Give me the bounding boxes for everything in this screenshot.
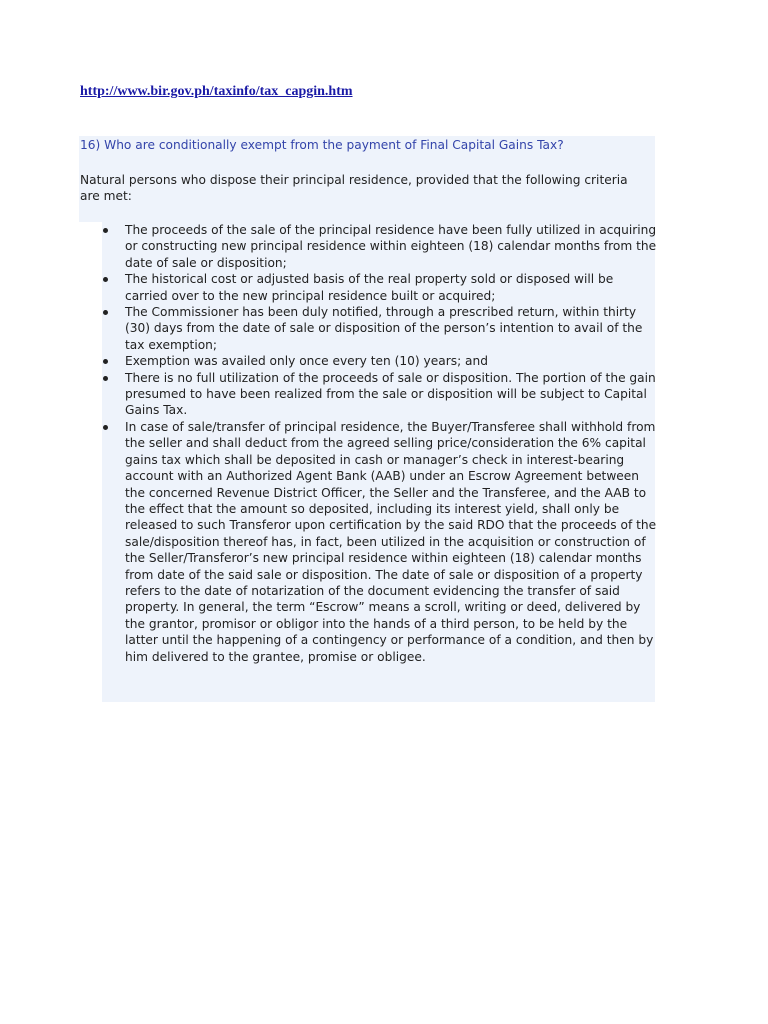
list-item [125, 353, 657, 369]
list-item [125, 222, 657, 271]
list-item-text: There is no full utilization of the proceeds of sale or disposition. The portion of the gain presumed to have been realized from the sale or disposition will be subject to Capital Gains Tax. [125, 370, 656, 418]
bullet-icon [103, 228, 108, 233]
list-item [125, 370, 657, 419]
bullet-icon [103, 425, 108, 430]
intro-paragraph: Natural persons who dispose their principal residence, provided that the following criteria are met: [80, 173, 628, 204]
list-item-text: In case of sale/transfer of principal residence, the Buyer/Transferee shall withhold from the seller and shall deduct from the agreed selling price/consideration the 6% capital gains tax which shall be deposited in cash or manager’s check in interest-bearing account with an Authorized Agent Bank (AAB) under an Escrow Agreement between the concerned Revenue District Officer, the Seller and the Transferee, and the AAB to the effect that the amount so deposited, including its interest yield, shall only be released to such Transferor upon certification by the said RDO that the proceeds of the sale/disposition thereof has, in fact, been utilized in the acquisition or construction of the Seller/Transferor’s new principal residence within eighteen (18) calendar months from date of the said sale or disposition. The date of sale or disposition of a property refers to the date of notarization of the document evidencing the transfer of said property. In general, the term “Escrow” means a scroll, writing or deed, delivered by the grantor, promisor or obligor into the hands of a third person, to be held by the latter until the happening of a contingency or performance of a condition, and then by him delivered to the grantee, promise or obligee. [125, 419, 657, 664]
list-item [125, 304, 657, 353]
list-item-text: The proceeds of the sale of the principal residence have been fully utilized in acquiring or constructing new principal residence within eighteen (18) calendar months from the date of sale or disposition; [125, 223, 657, 270]
question-heading: 16) Who are conditionally exempt from the payment of Final Capital Gains Tax? [79, 136, 655, 155]
list-item-text: The historical cost or adjusted basis of the real property sold or disposed will be carried over to the new principal residence built or acquired; [125, 272, 614, 303]
bullet-icon [103, 310, 108, 315]
criteria-list [125, 222, 657, 665]
list-item-text: The Commissioner has been duly notified, through a prescribed return, within thirty (30) days from the date of sale or disposition of the person’s intention to avail of the tax exemption; [125, 305, 643, 352]
source-url-link[interactable]: http://www.bir.gov.ph/taxinfo/tax_capgin.htm [80, 84, 353, 99]
bullet-icon [103, 376, 108, 381]
list-item-text: Exemption was availed only once every ten (10) years; and [125, 354, 488, 369]
list-item [125, 271, 657, 304]
list-item [125, 419, 657, 665]
